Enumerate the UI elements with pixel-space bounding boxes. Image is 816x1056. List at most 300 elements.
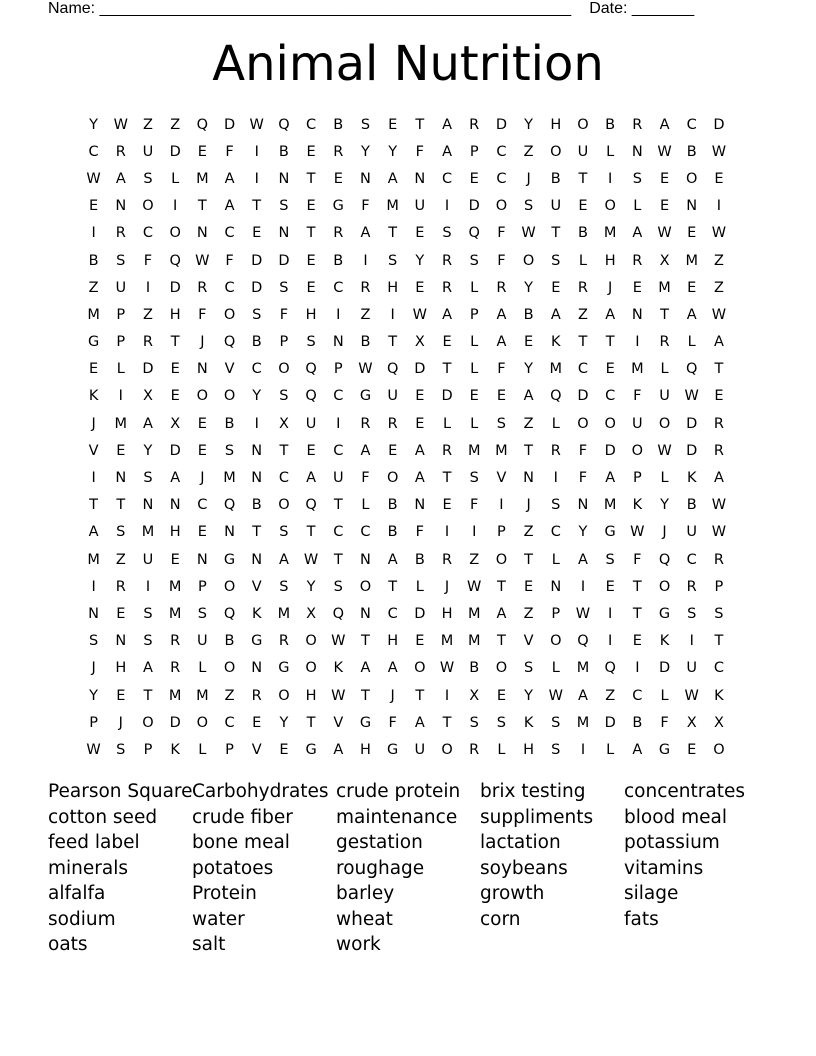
grid-letter: Q <box>604 660 616 677</box>
grid-row <box>80 383 744 410</box>
grid-letter: H <box>169 306 181 323</box>
grid-letter: I <box>254 143 259 160</box>
word-bank-item: Carbohydrates <box>192 781 329 802</box>
grid-letter: I <box>608 605 613 622</box>
grid-row <box>80 274 744 301</box>
grid-letter: X <box>414 334 425 351</box>
grid-letter: I <box>390 306 395 323</box>
grid-letter: L <box>442 415 452 432</box>
grid-letter: Y <box>524 361 534 378</box>
grid-letter: D <box>713 116 725 133</box>
grid-letter: R <box>360 415 371 432</box>
grid-letter: F <box>361 470 370 487</box>
grid-letter: I <box>363 252 368 269</box>
grid-letter: R <box>115 225 126 242</box>
grid-letter: Q <box>305 361 317 378</box>
word-bank-item: Protein <box>192 883 257 904</box>
grid-letter: S <box>252 306 262 323</box>
grid-letter: D <box>658 660 671 677</box>
grid-letter: I <box>336 415 341 432</box>
grid-letter: P <box>632 470 642 487</box>
grid-letter: A <box>115 170 126 187</box>
grid-letter: S <box>496 415 507 432</box>
grid-letter: C <box>333 388 344 405</box>
grid-letter: R <box>713 442 724 459</box>
grid-letter: C <box>251 361 262 378</box>
grid-letter: V <box>224 361 235 378</box>
grid-letter: G <box>305 741 317 758</box>
grid-letter: O <box>522 252 535 269</box>
grid-letter: V <box>523 633 534 650</box>
grid-letter: A <box>88 524 99 541</box>
grid-letter: L <box>116 361 125 378</box>
grid-letter: E <box>415 633 425 650</box>
grid-letter: F <box>361 198 370 215</box>
grid-letter: A <box>496 334 507 351</box>
grid-letter: L <box>470 415 479 432</box>
word-column <box>48 779 192 958</box>
grid-letter: J <box>526 497 531 514</box>
grid-letter: S <box>197 605 207 622</box>
grid-letter: T <box>415 116 425 133</box>
grid-letter: G <box>251 633 263 650</box>
grid-letter: X <box>713 714 724 731</box>
grid-letter: Q <box>658 551 671 568</box>
grid-letter: N <box>196 551 208 568</box>
grid-letter: M <box>467 442 481 459</box>
grid-letter: E <box>415 225 425 242</box>
grid-letter: E <box>279 741 289 758</box>
grid-letter: B <box>550 170 561 187</box>
grid-letter: P <box>197 578 207 595</box>
grid-letter: A <box>632 225 643 242</box>
grid-letter: R <box>469 116 480 133</box>
grid-letter: N <box>196 361 208 378</box>
grid-letter: Q <box>577 633 589 650</box>
grid-letter: A <box>442 116 452 133</box>
grid-letter: E <box>659 198 670 215</box>
grid-letter: M <box>603 225 617 242</box>
grid-letter: E <box>632 279 642 296</box>
grid-letter: V <box>496 470 507 487</box>
word-bank-item: fats <box>624 908 659 930</box>
grid-letter: B <box>414 551 425 568</box>
grid-letter: N <box>251 660 263 677</box>
grid-letter: L <box>551 415 560 432</box>
grid-letter: N <box>196 225 208 242</box>
grid-letter: H <box>604 252 616 269</box>
grid-letter: D <box>577 388 589 405</box>
grid-letter: Z <box>360 306 371 323</box>
grid-letter: L <box>470 279 479 296</box>
grid-letter: U <box>686 524 698 541</box>
grid-letter: Z <box>523 143 534 160</box>
grid-letter: T <box>361 687 370 704</box>
grid-letter: Z <box>170 116 181 133</box>
grid-letter: B <box>251 334 262 351</box>
grid-letter: S <box>551 497 561 514</box>
grid-letter: U <box>197 633 208 650</box>
grid-letter: R <box>441 279 453 296</box>
grid-letter: D <box>251 279 263 296</box>
grid-letter: O <box>550 143 562 160</box>
grid-letter: X <box>170 415 181 432</box>
grid-letter: W <box>412 306 428 323</box>
grid-letter: Y <box>143 442 153 459</box>
grid-letter: Q <box>305 497 317 514</box>
grid-letter: T <box>442 361 452 378</box>
grid-letter: S <box>632 170 642 187</box>
grid-letter: M <box>495 442 508 459</box>
grid-letter: Q <box>196 116 209 133</box>
grid-letter: Y <box>388 143 398 160</box>
grid-letter: A <box>387 170 398 187</box>
grid-letter: F <box>388 714 397 731</box>
grid-letter: E <box>388 442 398 459</box>
grid-letter: C <box>632 687 643 704</box>
grid-letter: H <box>387 633 399 650</box>
grid-letter: Q <box>686 361 698 378</box>
grid-letter: N <box>523 470 535 487</box>
grid-letter: C <box>686 116 697 133</box>
grid-letter: E <box>89 361 99 378</box>
grid-letter: U <box>577 143 589 160</box>
grid-letter: S <box>279 279 289 296</box>
grid-letter: T <box>333 551 343 568</box>
grid-letter: I <box>336 306 341 323</box>
grid-letter: O <box>223 660 236 677</box>
grid-letter: T <box>578 170 588 187</box>
grid-letter: A <box>387 660 398 677</box>
grid-letter: A <box>686 306 697 323</box>
word-bank-item: crude fiber <box>192 806 293 828</box>
grid-letter: N <box>115 198 127 215</box>
grid-letter: C <box>550 524 561 541</box>
grid-letter: E <box>605 578 615 595</box>
grid-row <box>80 573 744 600</box>
grid-letter: R <box>577 279 588 296</box>
grid-letter: I <box>444 524 450 541</box>
grid-letter: N <box>115 633 127 650</box>
grid-row <box>80 546 744 573</box>
grid-letter: T <box>605 334 615 351</box>
grid-letter: S <box>442 225 452 242</box>
grid-letter: T <box>388 334 398 351</box>
grid-letter: G <box>332 198 344 215</box>
grid-letter: W <box>684 388 699 405</box>
grid-letter: R <box>550 442 561 459</box>
word-bank-item: brix testing <box>480 781 586 802</box>
grid-letter: C <box>224 225 235 242</box>
grid-letter: Z <box>143 306 153 323</box>
grid-letter: E <box>659 170 670 187</box>
grid-letter: X <box>278 415 289 432</box>
grid-letter: E <box>469 388 479 405</box>
grid-letter: T <box>306 714 316 731</box>
grid-letter: N <box>550 578 562 595</box>
grid-letter: O <box>196 714 209 731</box>
grid-letter: O <box>142 198 154 215</box>
grid-letter: W <box>711 225 727 242</box>
grid-letter: E <box>116 442 126 459</box>
grid-letter: E <box>116 605 126 622</box>
grid-letter: R <box>115 578 126 595</box>
grid-letter: T <box>252 198 262 215</box>
grid-letter: J <box>91 415 96 432</box>
grid-letter: M <box>631 361 644 378</box>
grid-letter: I <box>444 687 450 704</box>
grid-letter: T <box>442 470 452 487</box>
grid-letter: M <box>141 524 155 541</box>
grid-letter: F <box>470 497 479 514</box>
grid-letter: R <box>441 551 453 568</box>
grid-letter: F <box>225 143 234 160</box>
grid-letter: A <box>442 143 452 160</box>
grid-letter: P <box>116 334 126 351</box>
grid-letter: I <box>145 578 151 595</box>
grid-letter: E <box>415 388 425 405</box>
grid-letter: E <box>687 225 697 242</box>
word-column <box>480 779 624 958</box>
grid-letter: B <box>605 116 616 133</box>
grid-letter: T <box>496 578 506 595</box>
grid-row <box>80 600 744 627</box>
grid-letter: W <box>548 687 563 704</box>
grid-letter: H <box>523 741 535 758</box>
grid-letter: T <box>714 633 724 650</box>
grid-letter: P <box>143 741 153 758</box>
grid-letter: I <box>254 415 259 432</box>
word-bank-item: gestation <box>336 832 423 853</box>
word-bank-item: Pearson Square <box>48 781 193 802</box>
grid-letter: T <box>632 605 642 622</box>
grid-letter: I <box>91 225 96 242</box>
grid-letter: E <box>197 524 207 541</box>
grid-letter: N <box>686 198 698 215</box>
grid-letter: I <box>689 633 694 650</box>
grid-letter: Y <box>361 143 370 160</box>
word-bank-item: feed label <box>48 832 140 853</box>
grid-letter: P <box>469 306 479 323</box>
grid-letter: S <box>360 116 371 133</box>
grid-letter: G <box>87 334 100 351</box>
grid-letter: W <box>86 170 101 187</box>
grid-letter: C <box>496 143 507 160</box>
grid-letter: E <box>551 279 561 296</box>
grid-row <box>80 628 744 655</box>
grid-letter: B <box>360 334 371 351</box>
grid-letter: I <box>716 198 722 215</box>
grid-letter: S <box>143 170 153 187</box>
grid-letter: G <box>604 524 616 541</box>
grid-letter: E <box>524 334 534 351</box>
grid-letter: E <box>333 170 343 187</box>
grid-letter: H <box>305 306 317 323</box>
grid-letter: R <box>632 116 643 133</box>
grid-letter: L <box>470 334 479 351</box>
grid-letter: J <box>91 660 96 677</box>
grid-letter: X <box>469 687 480 704</box>
grid-letter: U <box>632 415 643 432</box>
grid-letter: Q <box>386 361 399 378</box>
word-bank-item: suppliments <box>480 806 594 828</box>
grid-letter: D <box>414 605 426 622</box>
grid-letter: F <box>497 361 506 378</box>
grid-letter: I <box>580 578 586 595</box>
grid-letter: E <box>687 741 697 758</box>
grid-letter: L <box>660 470 669 487</box>
grid-letter: O <box>142 714 154 731</box>
grid-letter: B <box>278 143 289 160</box>
grid-letter: K <box>632 497 643 514</box>
grid-letter: M <box>168 578 182 595</box>
grid-letter: U <box>142 551 154 568</box>
grid-letter: W <box>303 551 319 568</box>
grid-letter: E <box>116 687 126 704</box>
grid-letter: E <box>197 442 207 459</box>
grid-letter: O <box>414 660 426 677</box>
grid-letter: R <box>496 279 507 296</box>
grid-letter: W <box>711 524 727 541</box>
grid-letter: R <box>659 334 670 351</box>
grid-letter: N <box>360 170 371 187</box>
grid-letter: I <box>91 578 96 595</box>
grid-letter: K <box>523 714 534 731</box>
grid-letter: E <box>496 388 506 405</box>
grid-letter: I <box>118 388 123 405</box>
grid-letter: L <box>606 143 615 160</box>
grid-letter: A <box>387 551 398 568</box>
grid-letter: M <box>386 198 399 215</box>
grid-letter: N <box>414 170 426 187</box>
grid-row <box>80 410 744 437</box>
grid-letter: O <box>550 633 562 650</box>
grid-letter: A <box>605 306 616 323</box>
word-bank-item: wheat <box>336 908 393 930</box>
grid-letter: G <box>278 660 290 677</box>
grid-letter: Y <box>252 388 262 405</box>
grid-letter: Q <box>223 605 236 622</box>
grid-letter: S <box>224 442 235 459</box>
word-bank-item: maintenance <box>336 806 458 828</box>
grid-letter: D <box>468 198 480 215</box>
word-bank-item: potatoes <box>192 857 274 879</box>
grid-letter: D <box>142 361 154 378</box>
grid-letter: E <box>415 279 425 296</box>
grid-letter: L <box>578 252 588 269</box>
grid-letter: A <box>360 225 371 242</box>
grid-letter: A <box>143 660 153 677</box>
grid-letter: C <box>496 170 507 187</box>
grid-letter: E <box>306 198 316 215</box>
grid-letter: U <box>115 279 127 296</box>
word-bank <box>48 779 768 958</box>
grid-letter: R <box>170 633 181 650</box>
grid-letter: R <box>142 334 153 351</box>
grid-letter: F <box>633 551 642 568</box>
grid-letter: K <box>714 687 724 704</box>
grid-letter: T <box>361 633 370 650</box>
word-bank-item: roughage <box>336 857 425 879</box>
grid-letter: Y <box>89 116 99 133</box>
grid-row <box>80 329 744 356</box>
grid-letter: T <box>415 687 425 704</box>
grid-letter: T <box>632 578 642 595</box>
grid-row <box>80 138 744 165</box>
grid-letter: O <box>577 116 589 133</box>
grid-letter: E <box>306 279 316 296</box>
grid-letter: C <box>88 143 99 160</box>
grid-letter: Q <box>223 497 236 514</box>
grid-letter: A <box>523 388 534 405</box>
grid-letter: S <box>496 714 507 731</box>
grid-letter: P <box>469 143 479 160</box>
word-bank-item: growth <box>480 883 545 904</box>
grid-letter: T <box>524 442 534 459</box>
grid-letter: W <box>575 605 591 622</box>
grid-letter: E <box>714 170 724 187</box>
grid-letter: W <box>657 442 672 459</box>
grid-letter: M <box>87 551 100 568</box>
grid-letter: L <box>551 660 560 677</box>
grid-letter: V <box>333 714 344 731</box>
grid-letter: Q <box>169 252 181 269</box>
grid-letter: H <box>550 116 562 133</box>
grid-letter: X <box>143 388 153 405</box>
grid-letter: N <box>278 170 290 187</box>
grid-letter: F <box>143 252 153 269</box>
grid-letter: Z <box>469 551 480 568</box>
grid-letter: I <box>580 741 586 758</box>
grid-letter: O <box>658 578 671 595</box>
grid-letter: I <box>635 334 640 351</box>
grid-letter: P <box>279 334 289 351</box>
grid-letter: A <box>170 470 181 487</box>
grid-letter: O <box>495 660 508 677</box>
grid-letter: F <box>497 252 506 269</box>
grid-letter: U <box>332 470 344 487</box>
grid-row <box>80 492 744 519</box>
grid-letter: U <box>305 415 317 432</box>
grid-row <box>80 437 744 464</box>
grid-letter: W <box>630 524 645 541</box>
date-field-label: Date: _______ <box>589 0 695 17</box>
grid-row <box>80 220 744 247</box>
grid-letter: W <box>467 578 482 595</box>
grid-letter: M <box>576 660 590 677</box>
grid-letter: T <box>170 334 180 351</box>
grid-letter: Z <box>578 306 588 323</box>
grid-row <box>80 356 744 383</box>
grid-letter: E <box>170 361 180 378</box>
grid-letter: J <box>200 334 205 351</box>
grid-letter: U <box>142 143 154 160</box>
word-bank-item: minerals <box>48 857 128 879</box>
grid-letter: E <box>442 334 452 351</box>
grid-letter: D <box>495 116 507 133</box>
grid-row <box>80 736 744 763</box>
grid-letter: T <box>197 198 207 215</box>
grid-letter: S <box>279 388 289 405</box>
grid-letter: O <box>495 198 508 215</box>
grid-letter: F <box>415 143 425 160</box>
grid-letter: L <box>470 361 479 378</box>
grid-letter: N <box>360 605 371 622</box>
grid-letter: R <box>278 633 289 650</box>
grid-letter: R <box>713 551 724 568</box>
letter-grid <box>80 111 744 764</box>
word-bank-item: corn <box>480 908 521 930</box>
